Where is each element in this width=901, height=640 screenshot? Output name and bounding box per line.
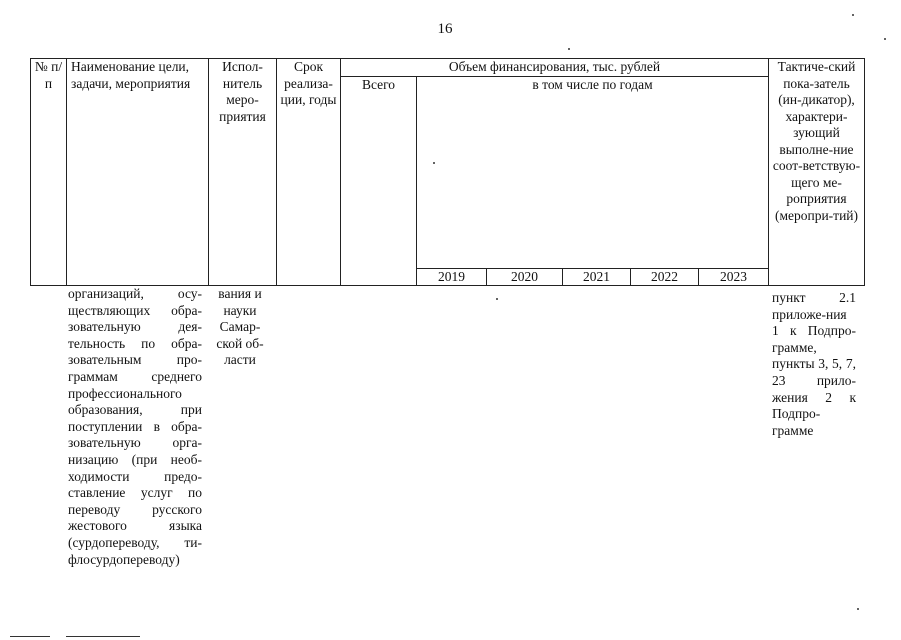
- header-indicator: Тактиче-ский пока-затель (ин-дикатор), характери-зующий выполне-ние соот-ветствую-щего ме-роприятия (меропри-тий): [769, 59, 865, 286]
- scan-speck: [496, 298, 498, 300]
- scan-edge-line: [66, 636, 140, 637]
- header-year: 2021: [563, 268, 631, 286]
- header-term: Срок реализа-ции, годы: [277, 59, 341, 286]
- row-executor: вания и науки Самар-ской об-ласти: [216, 286, 264, 368]
- scan-speck: [884, 38, 886, 40]
- scan-speck: [857, 608, 859, 610]
- header-year: 2020: [487, 268, 563, 286]
- financing-table-header: [30, 58, 865, 286]
- scan-speck: [568, 48, 570, 50]
- page-number: 16: [437, 21, 453, 37]
- header-num: № п/п: [31, 59, 67, 286]
- header-by-years: в том числе по годам: [417, 76, 769, 268]
- row-indicator: пункт 2.1 приложе-ния 1 к Подпро-грамме, пункты 3, 5, 7, 23 прило-жения 2 к Подпро-грамме: [772, 290, 856, 438]
- header-executor: Испол-нитель меро-приятия: [209, 59, 277, 286]
- scan-edge-line: [10, 636, 50, 637]
- row-name: организаций, осу-ществляющих обра-зовательную дея-тельность по обра-зовательным про-граммам среднего профессионального образования, при поступлении в обра-зовательную орга-низацию (при необ-ходимости предо-ставление услуг по переводу русского жестового языка (сурдопереводу, ти-флосурдопереводу): [68, 286, 202, 567]
- scan-speck: [433, 162, 435, 164]
- header-year: 2019: [417, 268, 487, 286]
- header-financing: Объем финансирования, тыс. рублей: [341, 59, 769, 77]
- header-name: Наименование цели, задачи, мероприятия: [67, 59, 209, 286]
- header-year: 2022: [631, 268, 699, 286]
- scan-speck: [852, 14, 854, 16]
- header-year: 2023: [699, 268, 769, 286]
- header-total: Всего: [341, 76, 417, 286]
